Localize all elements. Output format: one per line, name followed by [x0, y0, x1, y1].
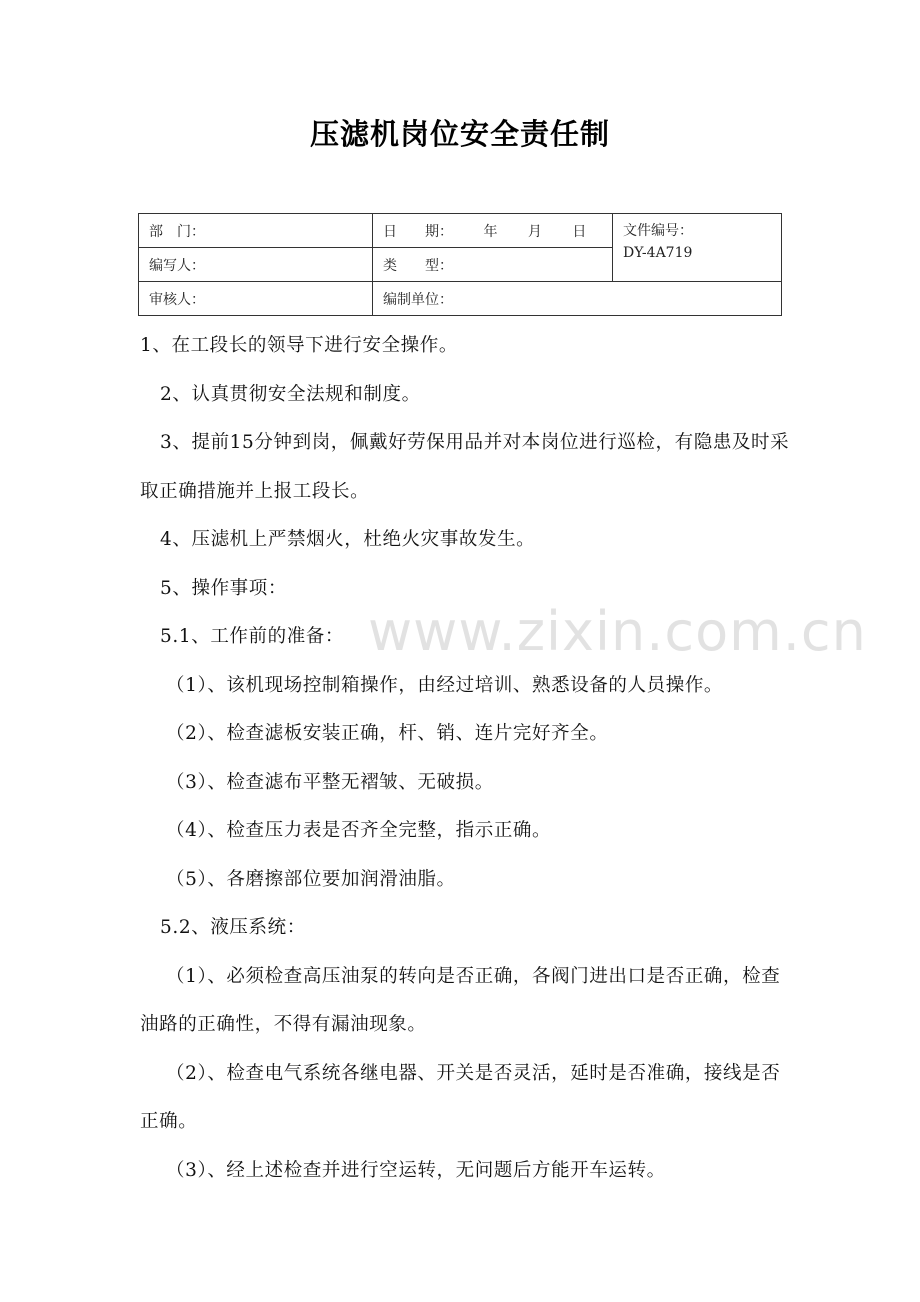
paragraph: （2）、检查电气系统各继电器、开关是否灵活，延时是否准确，接线是否正确。 — [140, 1062, 781, 1132]
paragraph: （3）、经上述检查并进行空运转，无问题后方能开车运转。 — [166, 1159, 666, 1181]
date-label: 日 期： — [383, 223, 453, 240]
header-info-table — [138, 213, 782, 316]
paragraph: 4、压滤机上严禁烟火，杜绝火灾事故发生。 — [160, 529, 536, 550]
paragraph: 2、认真贯彻安全法规和制度。 — [160, 383, 421, 405]
table-row — [139, 282, 782, 316]
date-month: 月 — [527, 223, 542, 240]
department-cell: 部 门： — [139, 214, 373, 248]
doc-number-value: DY-4A719 — [623, 245, 693, 261]
doc-number-label: 文件编号： — [623, 223, 693, 239]
date-parts — [457, 224, 586, 240]
paragraph: （2）、检查滤板安装正确，杆、销、连片完好齐全。 — [166, 723, 609, 744]
paragraph: （5）、各磨擦部位要加润滑油脂。 — [166, 868, 456, 890]
paragraph: 5.1、工作前的准备： — [160, 626, 345, 647]
paragraph: （3）、检查滤布平整无褶皱、无破损。 — [166, 771, 494, 793]
document-body — [140, 322, 796, 1195]
doc-number-cell — [613, 214, 782, 282]
author-cell: 编写人： — [139, 248, 373, 282]
reviewer-cell: 审核人： — [139, 282, 373, 316]
paragraph: 5.2、液压系统： — [160, 917, 306, 938]
document-title: 压滤机岗位安全责任制 — [309, 117, 610, 151]
date-year: 年 — [483, 223, 498, 240]
date-cell — [373, 214, 613, 248]
table-row — [139, 214, 782, 248]
paragraph: 5、操作事项： — [160, 577, 287, 599]
paragraph: 1、在工段长的领导下进行安全操作。 — [140, 335, 458, 356]
date-day: 日 — [572, 223, 587, 240]
paragraph: （1）、必须检查高压油泵的转向是否正确，各阀门进出口是否正确，检查油路的正确性，不得有漏油现象。 — [140, 965, 781, 1035]
type-cell: 类 型： — [373, 248, 613, 282]
paragraph: 3、提前15分钟到岗，佩戴好劳保用品并对本岗位进行巡检，有隐患及时采取正确措施并上报工段长。 — [140, 432, 790, 502]
paragraph: （4）、检查压力表是否齐全完整，指示正确。 — [166, 820, 552, 841]
unit-cell: 编制单位： — [373, 282, 782, 316]
watermark: www.zixin.com.cn — [368, 600, 867, 663]
paragraph: （1）、该机现场控制箱操作，由经过培训、熟悉设备的人员操作。 — [166, 674, 724, 696]
